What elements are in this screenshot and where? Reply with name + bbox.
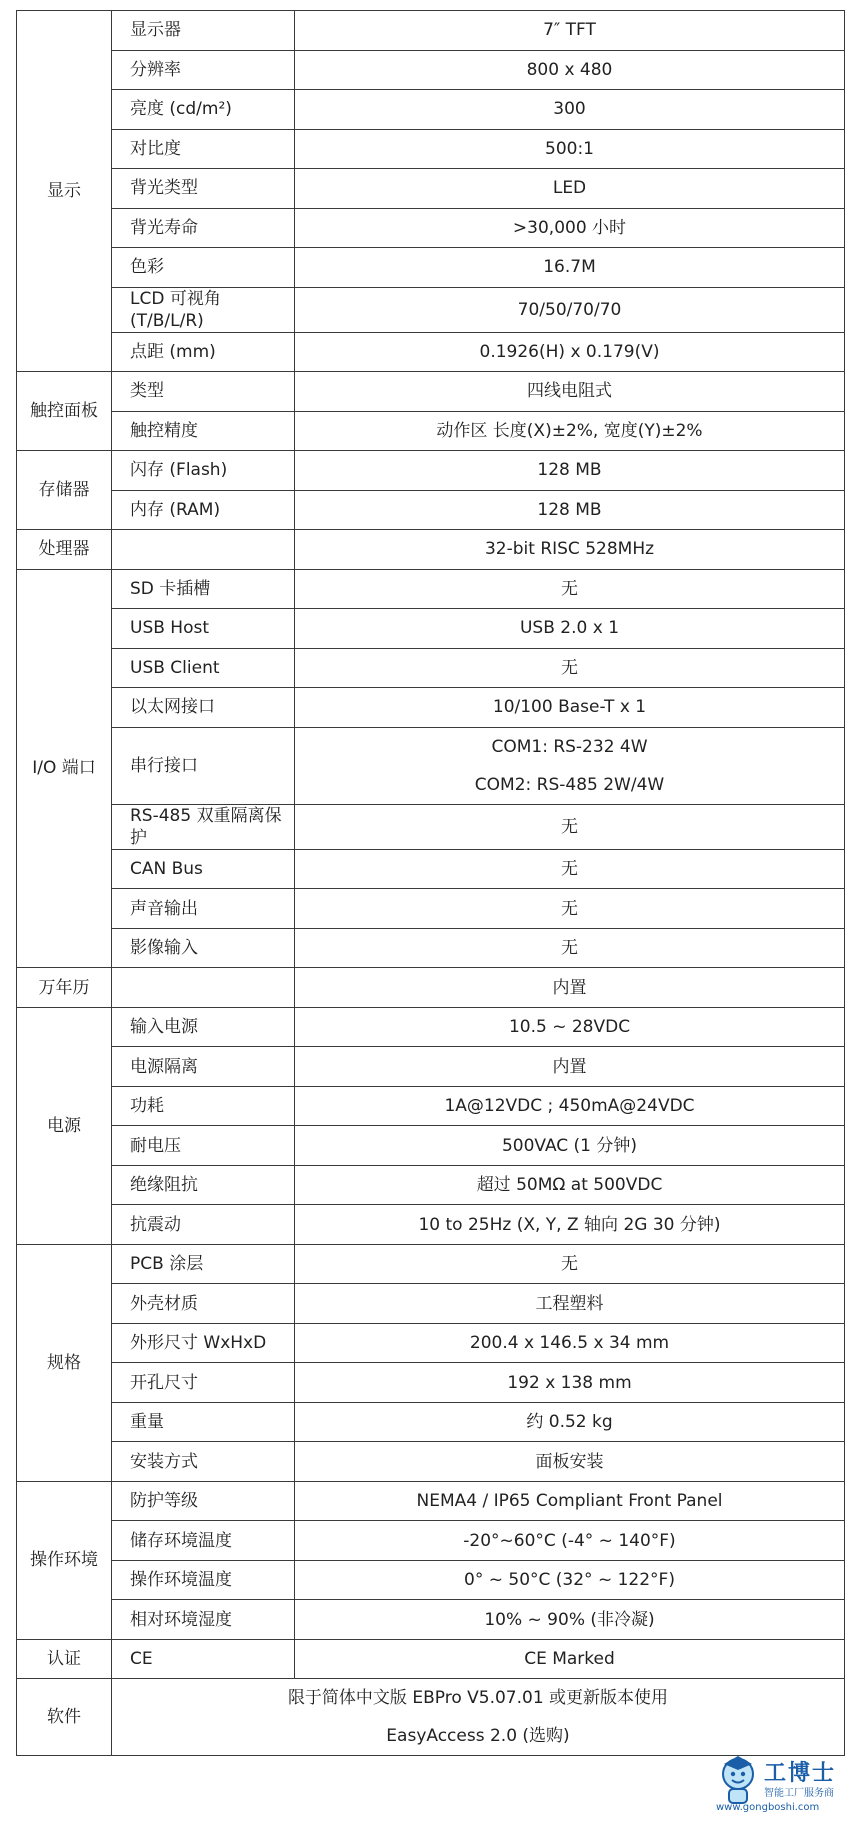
spec-value-cell [295, 1402, 845, 1442]
spec-value-cell [295, 1560, 845, 1600]
spec-value-line: 500VAC (1 分钟) [501, 1135, 638, 1156]
spec-row [17, 609, 845, 649]
spec-value-cell [295, 1165, 845, 1205]
spec-value-line: 300 [553, 99, 586, 120]
spec-value-line: NEMA4 / IP65 Compliant Front Panel [416, 1491, 723, 1512]
spec-label-cell: 绝缘阻抗 [112, 1165, 295, 1205]
spec-row [17, 1244, 845, 1284]
spec-value-line: 200.4 x 146.5 x 34 mm [469, 1333, 670, 1354]
spec-row [17, 1086, 845, 1126]
spec-value-line: >30,000 小时 [512, 217, 627, 238]
spec-value-cell [295, 11, 845, 51]
spec-row [17, 1047, 845, 1087]
spec-value-line: 128 MB [537, 460, 602, 481]
spec-value-cell [295, 287, 845, 332]
spec-label-cell [112, 530, 295, 570]
spec-label-cell: USB Client [112, 648, 295, 688]
spec-label-cell: 背光类型 [112, 169, 295, 209]
spec-value-line: 无 [561, 938, 578, 959]
spec-value-cell [112, 1679, 845, 1756]
spec-row [17, 688, 845, 728]
spec-value-line: 800 x 480 [526, 59, 613, 80]
spec-row [17, 1007, 845, 1047]
spec-label-cell: 闪存 (Flash) [112, 451, 295, 491]
spec-row [17, 1521, 845, 1561]
spec-value-cell [295, 1481, 845, 1521]
spec-row [17, 248, 845, 288]
spec-value-line: 10.5 ~ 28VDC [508, 1017, 631, 1038]
spec-value-line: 四线电阻式 [527, 381, 612, 402]
spec-label-cell: LCD 可视角 (T/B/L/R) [112, 287, 295, 332]
spec-value-cell [295, 1244, 845, 1284]
spec-value-cell [295, 129, 845, 169]
spec-value-line: 16.7M [543, 257, 596, 278]
category-cell: 触控面板 [17, 372, 112, 451]
spec-row [17, 1323, 845, 1363]
spec-value-line: 32-bit RISC 528MHz [484, 539, 655, 560]
spec-label-cell: 显示器 [112, 11, 295, 51]
spec-label-cell: 开孔尺寸 [112, 1363, 295, 1403]
spec-value-line: 10 to 25Hz (X, Y, Z 轴向 2G 30 分钟) [418, 1214, 721, 1235]
spec-value-line: 无 [561, 578, 578, 599]
spec-value-cell [295, 1086, 845, 1126]
spec-value-cell [295, 1047, 845, 1087]
spec-label-cell: 以太网接口 [112, 688, 295, 728]
spec-value-line: 限于简体中文版 EBPro V5.07.01 或更新版本使用 [287, 1688, 669, 1709]
spec-value-line: 0.1926(H) x 0.179(V) [479, 341, 660, 362]
spec-label-cell: 重量 [112, 1402, 295, 1442]
spec-value-cell [295, 90, 845, 130]
category-cell: 显示 [17, 11, 112, 372]
spec-value-line: -20°~60°C (-4° ~ 140°F) [463, 1530, 676, 1551]
spec-row [17, 490, 845, 530]
spec-value-line: 1A@12VDC ; 450mA@24VDC [444, 1096, 695, 1117]
spec-label-cell: 类型 [112, 372, 295, 412]
spec-row [17, 451, 845, 491]
spec-value-cell [295, 1323, 845, 1363]
spec-label-cell: 外形尺寸 WxHxD [112, 1323, 295, 1363]
spec-label-cell: 背光寿命 [112, 208, 295, 248]
spec-row [17, 968, 845, 1008]
spec-row [17, 208, 845, 248]
spec-label-cell: 外壳材质 [112, 1284, 295, 1324]
spec-label-cell [112, 968, 295, 1008]
spec-row [17, 1363, 845, 1403]
spec-label-cell: 安装方式 [112, 1442, 295, 1482]
spec-value-cell [295, 968, 845, 1008]
spec-label-cell: CE [112, 1639, 295, 1679]
spec-label-cell: 防护等级 [112, 1481, 295, 1521]
spec-row [17, 569, 845, 609]
spec-label-cell: 输入电源 [112, 1007, 295, 1047]
category-cell: 处理器 [17, 530, 112, 570]
spec-label-cell: CAN Bus [112, 849, 295, 889]
category-cell: 万年历 [17, 968, 112, 1008]
spec-row [17, 129, 845, 169]
spec-label-cell: 亮度 (cd/m²) [112, 90, 295, 130]
spec-label-cell: 触控精度 [112, 411, 295, 451]
spec-value-line: COM1: RS-232 4W [491, 736, 648, 757]
spec-value-cell [295, 530, 845, 570]
spec-row [17, 1639, 845, 1679]
spec-label-cell: USB Host [112, 609, 295, 649]
spec-value-cell [295, 1442, 845, 1482]
spec-value-line: 工程塑料 [535, 1293, 604, 1314]
watermark-tagline: 智能工厂服务商 [764, 1788, 834, 1799]
spec-value-line: 10/100 Base-T x 1 [492, 697, 647, 718]
spec-value-cell [295, 727, 845, 804]
spec-row [17, 1600, 845, 1640]
spec-table [16, 10, 845, 1756]
spec-label-cell: 耐电压 [112, 1126, 295, 1166]
spec-row [17, 1165, 845, 1205]
spec-value-line: LED [552, 178, 587, 199]
spec-value-line: 192 x 138 mm [507, 1372, 632, 1393]
category-cell: 软件 [17, 1679, 112, 1756]
spec-value-cell [295, 1007, 845, 1047]
category-cell: 操作环境 [17, 1481, 112, 1639]
spec-value-cell [295, 688, 845, 728]
spec-row [17, 1126, 845, 1166]
spec-value-line: 超过 50MΩ at 500VDC [476, 1175, 663, 1196]
spec-row [17, 849, 845, 889]
spec-value-line: 无 [561, 859, 578, 880]
spec-value-cell [295, 372, 845, 412]
spec-row [17, 90, 845, 130]
spec-value-cell [295, 928, 845, 968]
spec-row [17, 1679, 845, 1756]
spec-label-cell: 操作环境温度 [112, 1560, 295, 1600]
spec-value-line: 无 [561, 816, 578, 837]
spec-value-cell [295, 609, 845, 649]
spec-value-line: USB 2.0 x 1 [519, 618, 620, 639]
spec-value-line: 128 MB [537, 499, 602, 520]
category-cell: 认证 [17, 1639, 112, 1679]
spec-row [17, 372, 845, 412]
spec-row [17, 11, 845, 51]
spec-value-line: 0° ~ 50°C (32° ~ 122°F) [464, 1570, 675, 1591]
spec-value-cell [295, 411, 845, 451]
spec-row [17, 1560, 845, 1600]
spec-row [17, 332, 845, 372]
spec-value-cell [295, 248, 845, 288]
spec-row [17, 804, 845, 849]
spec-label-cell: 点距 (mm) [112, 332, 295, 372]
spec-value-line: CE Marked [524, 1649, 615, 1670]
spec-row [17, 727, 845, 804]
spec-value-cell [295, 169, 845, 209]
spec-label-cell: 串行接口 [112, 727, 295, 804]
spec-value-cell [295, 50, 845, 90]
spec-value-line: 动作区 长度(X)±2%, 宽度(Y)±2% [436, 420, 703, 441]
category-cell: 规格 [17, 1244, 112, 1481]
spec-row [17, 530, 845, 570]
spec-row [17, 287, 845, 332]
spec-value-cell [295, 490, 845, 530]
spec-value-line: EasyAccess 2.0 (选购) [386, 1726, 570, 1747]
category-cell: I/O 端口 [17, 569, 112, 968]
spec-value-line: 内置 [552, 977, 587, 998]
spec-value-line: 7″ TFT [543, 20, 596, 41]
spec-row [17, 1284, 845, 1324]
spec-value-cell [295, 1363, 845, 1403]
spec-label-cell: 对比度 [112, 129, 295, 169]
spec-value-cell [295, 1521, 845, 1561]
spec-value-cell [295, 849, 845, 889]
spec-value-cell [295, 804, 845, 849]
spec-label-cell: 功耗 [112, 1086, 295, 1126]
spec-label-cell: 抗震动 [112, 1205, 295, 1245]
spec-value-cell [295, 208, 845, 248]
spec-value-cell [295, 1600, 845, 1640]
spec-value-cell [295, 451, 845, 491]
spec-label-cell: 相对环境湿度 [112, 1600, 295, 1640]
spec-row [17, 411, 845, 451]
spec-value-cell [295, 1284, 845, 1324]
spec-value-cell [295, 332, 845, 372]
spec-value-line: 10% ~ 90% (非冷凝) [484, 1609, 655, 1630]
spec-row [17, 50, 845, 90]
spec-label-cell: 色彩 [112, 248, 295, 288]
spec-row [17, 169, 845, 209]
spec-value-cell [295, 648, 845, 688]
spec-label-cell: 声音输出 [112, 889, 295, 929]
spec-row [17, 1205, 845, 1245]
spec-value-line: 无 [561, 898, 578, 919]
spec-row [17, 1402, 845, 1442]
spec-label-cell: PCB 涂层 [112, 1244, 295, 1284]
watermark [712, 1750, 842, 1816]
spec-label-cell: 电源隔离 [112, 1047, 295, 1087]
spec-label-cell: RS-485 双重隔离保护 [112, 804, 295, 849]
category-cell: 存储器 [17, 451, 112, 530]
spec-table-body [17, 11, 845, 1756]
spec-value-cell [295, 1639, 845, 1679]
spec-value-line: COM2: RS-485 2W/4W [474, 774, 665, 795]
spec-value-line: 内置 [552, 1056, 587, 1077]
spec-value-line: 无 [561, 657, 578, 678]
spec-value-line: 无 [561, 1254, 578, 1275]
spec-row [17, 889, 845, 929]
spec-row [17, 648, 845, 688]
watermark-brand: 工博士 [764, 1760, 837, 1786]
spec-value-cell [295, 1126, 845, 1166]
spec-label-cell: 内存 (RAM) [112, 490, 295, 530]
spec-row [17, 1442, 845, 1482]
spec-label-cell: 储存环境温度 [112, 1521, 295, 1561]
category-cell: 电源 [17, 1007, 112, 1244]
spec-value-line: 面板安装 [535, 1451, 604, 1472]
spec-label-cell: 影像输入 [112, 928, 295, 968]
spec-value-cell [295, 1205, 845, 1245]
spec-value-cell [295, 889, 845, 929]
spec-label-cell: 分辨率 [112, 50, 295, 90]
watermark-url: www.gongboshi.com [716, 1802, 820, 1813]
spec-value-line: 约 0.52 kg [526, 1412, 613, 1433]
spec-row [17, 928, 845, 968]
spec-value-line: 500:1 [545, 138, 594, 159]
spec-value-cell [295, 569, 845, 609]
spec-row [17, 1481, 845, 1521]
spec-value-line: 70/50/70/70 [517, 299, 622, 320]
spec-label-cell: SD 卡插槽 [112, 569, 295, 609]
